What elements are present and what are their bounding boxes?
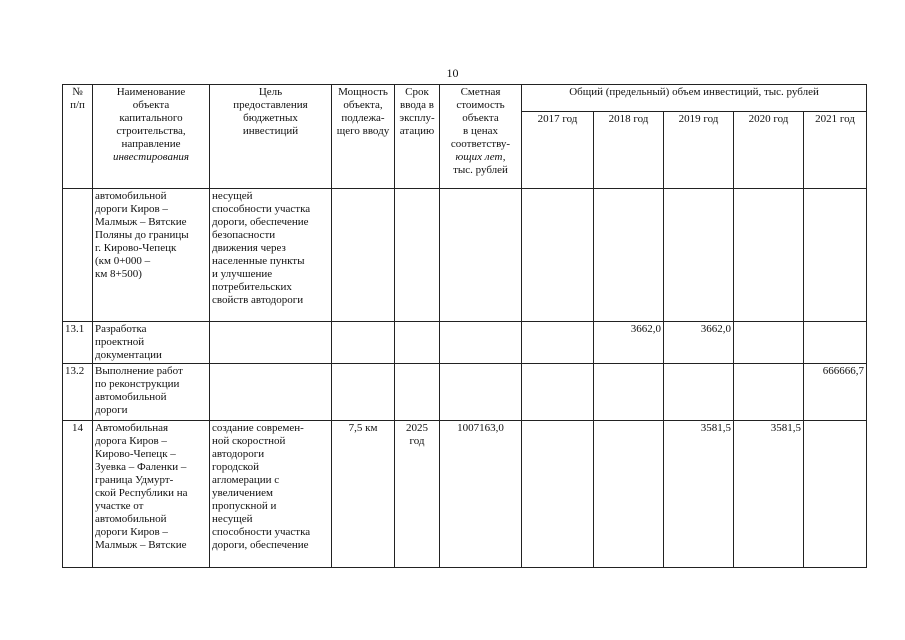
- cell-2021: 666666,7: [804, 364, 867, 421]
- header-name-italic: инвестирования: [112, 151, 190, 163]
- cell-cost: [440, 364, 522, 421]
- cell-2017: [522, 421, 594, 568]
- table-row: [63, 364, 867, 421]
- cell-2020: 3581,5: [734, 421, 804, 568]
- cell-term: 2025 год: [395, 421, 440, 568]
- header-year-2018: 2018 год: [594, 112, 664, 189]
- cell-cost: [440, 322, 522, 364]
- cell-term: [395, 364, 440, 421]
- cell-num: 14: [63, 421, 93, 568]
- table-row: [63, 421, 867, 568]
- header-goal: Цель предоставления бюджетных инвестиций: [210, 85, 332, 189]
- cell-name: автомобильной дороги Киров – Малмыж – Вятские Поляны до границы г. Кирово-Чепецк (км 0+000 – км 8+500): [93, 189, 210, 322]
- cell-2019: 3662,0: [664, 322, 734, 364]
- cell-capacity: [332, 322, 395, 364]
- table-row: [63, 322, 867, 364]
- header-term: Срок ввода в эксплу- атацию: [395, 85, 440, 189]
- cell-name: Разработка проектной документации: [93, 322, 210, 364]
- header-cost: [440, 85, 522, 189]
- cell-2019: [664, 189, 734, 322]
- header-name-text: Наименование объекта капитального строительства, направление: [116, 86, 186, 150]
- cell-name: Автомобильная дорога Киров – Кирово-Чепецк – Зуевка – Фаленки – граница Удмурт- ской Республики на участке от автомобильной дороги Киров – Малмыж – Вятские: [93, 421, 210, 568]
- header-capacity: Мощность объекта, подлежа- щего вводу: [332, 85, 395, 189]
- cell-2017: [522, 189, 594, 322]
- cell-2017: [522, 322, 594, 364]
- cell-capacity: [332, 189, 395, 322]
- cell-num: 13.1: [63, 322, 93, 364]
- header-cost-italic: ющих лет,: [455, 151, 506, 163]
- cell-2019: 3581,5: [664, 421, 734, 568]
- cell-num: 13.2: [63, 364, 93, 421]
- cell-2017: [522, 364, 594, 421]
- cell-goal: несущей способности участка дороги, обеспечение безопасности движения через населенные пункты и улучшение потребительских свойств автодороги: [210, 189, 332, 322]
- header-num: № п/п: [63, 85, 93, 189]
- header-year-2021: 2021 год: [804, 112, 867, 189]
- header-name: [93, 85, 210, 189]
- page-number: 10: [446, 66, 459, 80]
- cell-2020: [734, 189, 804, 322]
- header-total: Общий (предельный) объем инвестиций, тыс. рублей: [522, 85, 867, 112]
- cell-2019: [664, 364, 734, 421]
- cell-num: [63, 189, 93, 322]
- investment-table: [62, 84, 867, 568]
- cell-goal: создание современ- ной скоростной автодороги городской агломерации с увеличением пропускной и несущей способности участка дороги, обеспечение: [210, 421, 332, 568]
- header-year-2019: 2019 год: [664, 112, 734, 189]
- header-cost-text: Сметная стоимость объекта в ценах соответству-: [450, 86, 511, 150]
- cell-term: [395, 322, 440, 364]
- cell-goal: [210, 364, 332, 421]
- cell-capacity: [332, 364, 395, 421]
- header-cost-tail: тыс. рублей: [453, 164, 508, 176]
- cell-2021: [804, 421, 867, 568]
- cell-cost: [440, 189, 522, 322]
- cell-capacity: 7,5 км: [332, 421, 395, 568]
- cell-2018: [594, 421, 664, 568]
- cell-2020: [734, 322, 804, 364]
- cell-2021: [804, 189, 867, 322]
- table-row: [63, 189, 867, 322]
- cell-2018: 3662,0: [594, 322, 664, 364]
- cell-2021: [804, 322, 867, 364]
- cell-2020: [734, 364, 804, 421]
- cell-2018: [594, 189, 664, 322]
- cell-name: Выполнение работ по реконструкции автомобильной дороги: [93, 364, 210, 421]
- cell-term: [395, 189, 440, 322]
- header-year-2017: 2017 год: [522, 112, 594, 189]
- cell-cost: 1007163,0: [440, 421, 522, 568]
- cell-goal: [210, 322, 332, 364]
- header-row: [63, 85, 867, 112]
- cell-2018: [594, 364, 664, 421]
- header-year-2020: 2020 год: [734, 112, 804, 189]
